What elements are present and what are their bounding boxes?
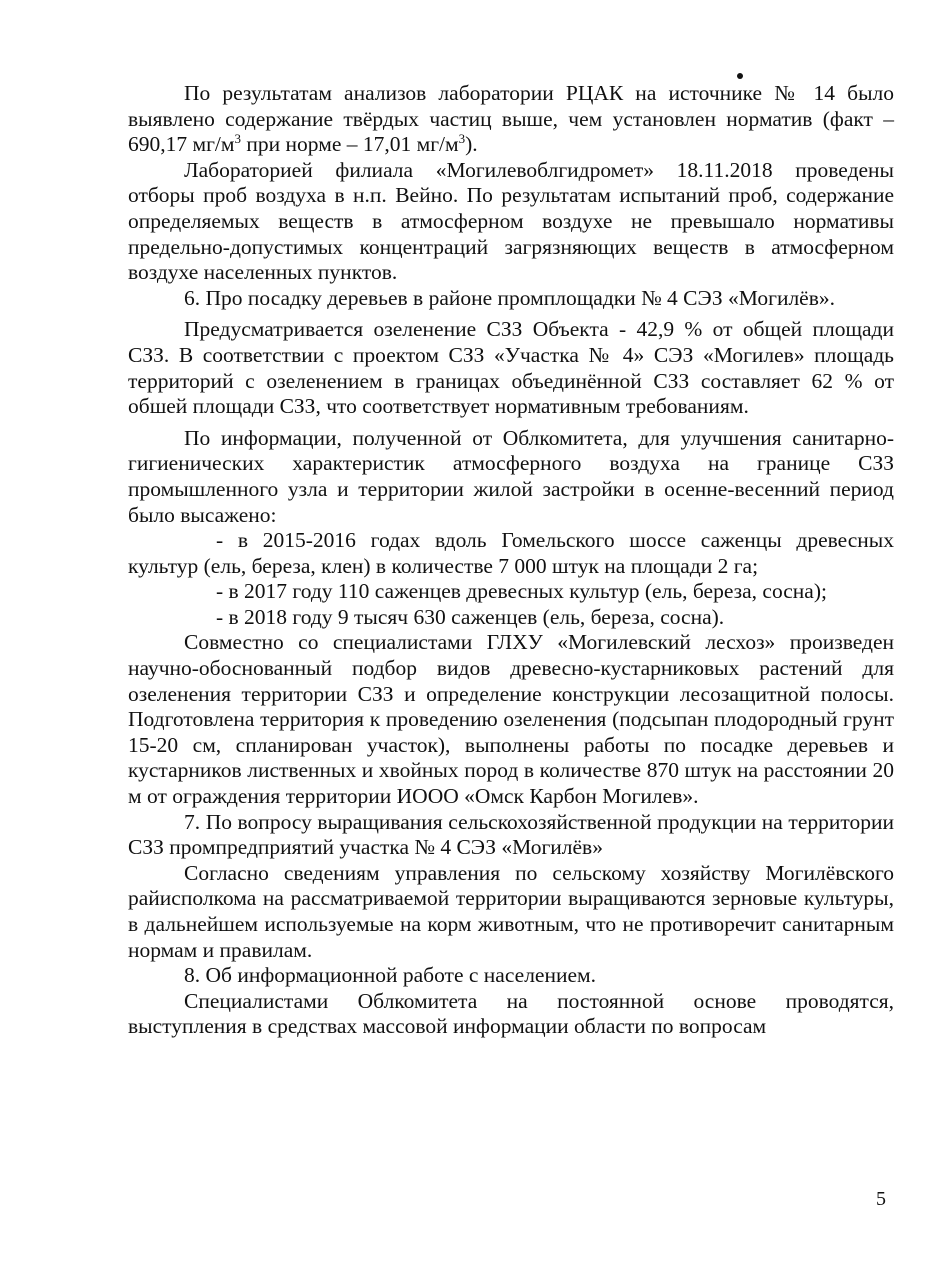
section-8-heading: 8. Об информационной работе с населением. [184,963,596,988]
section-6-heading: 6. Про посадку деревьев в районе промплощадки № 4 СЭЗ «Могилёв». [184,285,836,310]
paragraph-agriculture: Согласно сведениям управления по сельскому хозяйству Могилёвского райисполкома на рассматриваемой территории выращиваются зерновые культуры, в дальнейшем используемые на корм животным, что не противоречит санитарным нормам и правилам. [128,860,894,962]
paragraph-lab-analysis [128,81,894,158]
superscript: 3 [458,131,466,147]
paragraph-text: при норме – 17,01 мг/м [241,132,459,157]
paragraph-forestry-cooperation: Совместно со специалистами ГЛХУ «Могилевский лесхоз» произведен научно-обоснованный подбор видов древесно-кустарниковых растений для озеленения территории СЗЗ и определение конструкции лесозащитной полосы. Подготовлена территория к проведению озеленения (подсыпан плодородный грунт 15-20 см, спланирован участок), выполнены работы по посадке деревьев и кустарников лиственных и хвойных пород в количестве 870 штук на расстоянии 20 м от ограждения территории ИООО «Омск Карбон Могилев». [128,630,894,809]
paragraph-air-sampling: Лабораторией филиала «Могилевоблгидромет» 18.11.2018 проведены отборы проб воздуха в н.п. Вейно. По результатам испытаний проб, содержание определяемых веществ в атмосферном воздухе не превышало нормативы предельно-допустимых концентраций загрязняющих веществ в атмосферном воздухе населенных пунктов. [128,157,894,285]
paragraph-greening-share: Предусматривается озеленение СЗЗ Объекта - 42,9 % от общей площади СЗЗ. В соответствии с проектом СЗЗ «Участка № 4» СЭЗ «Могилев» площадь территорий с озеленением в границах объединённой СЗЗ составляет 62 % от обшей площади СЗЗ, что соответствует нормативным требованиям. [128,317,894,419]
paragraph-text: ). [465,132,478,157]
list-item-2015-2016: - в 2015-2016 годах вдоль Гомельского шоссе саженцы древесных культур (ель, береза, клен) в количестве 7 000 штук на площади 2 га; [128,528,894,578]
section-7-heading: 7. По вопросу выращивания сельскохозяйственной продукции на территории СЗЗ промпредприятий участка № 4 СЭЗ «Могилёв» [128,809,894,860]
page-number: 5 [876,1188,886,1210]
scan-dot-mark [737,73,743,79]
list-item-2018: - в 2018 году 9 тысяч 630 саженцев (ель, береза, сосна). [216,604,725,629]
paragraph-planting-intro: По информации, полученной от Облкомитета, для улучшения санитарно-гигиенических характеристик атмосферного воздуха на границе СЗЗ промышленного узла и территории жилой застройки в осенне-весенний период было высажено: [128,425,894,527]
document-body [128,81,894,1040]
superscript: 3 [234,131,242,147]
paragraph-text: По результатам анализов лаборатории РЦАК на источнике № 14 было выявлено содержание твёрдых частиц выше, чем установлен норматив (факт – 690,17 мг/м [128,81,894,157]
paragraph-information-work: Специалистами Облкомитета на постоянной основе проводятся, выступления в средствах массовой информации области по вопросам [128,988,894,1039]
list-item-2017: - в 2017 году 110 саженцев древесных культур (ель, береза, сосна); [216,579,827,604]
